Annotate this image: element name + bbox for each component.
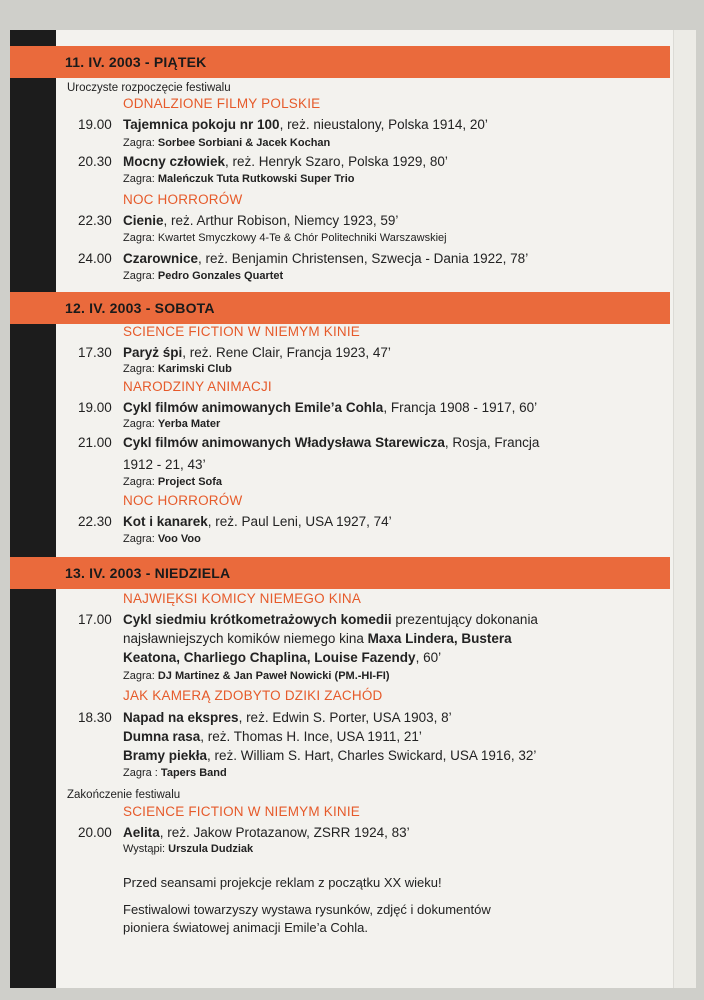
bullet-marker (56, 405, 68, 417)
musicians: Pedro Gonzales Quartet (157, 270, 284, 282)
music-line (123, 173, 354, 185)
musicians: Karimski Club (157, 363, 232, 375)
bullet-marker (56, 519, 68, 531)
film-title: Bramy piekła (123, 748, 208, 763)
film-title: Mocny człowiek (123, 154, 226, 169)
category-heading: NOC HORRORÓW (123, 493, 243, 508)
musicians: Maleńczuk Tuta Rutkowski Super Trio (157, 173, 355, 185)
black-spine (10, 30, 56, 988)
music-label: Zagra: (123, 363, 155, 375)
screening-time: 22.30 (78, 514, 112, 529)
bullet-marker (56, 159, 68, 171)
day-title: 12. IV. 2003 - SOBOTA (65, 300, 215, 316)
category-heading: ODNALZIONE FILMY POLSKIE (123, 96, 321, 111)
screening-line-3 (123, 650, 441, 665)
film-details: najsławniejszych komików niemego kina (123, 631, 368, 646)
film-title: Cykl filmów animowanych Emile’a Cohla (123, 400, 384, 415)
film-title: Paryż śpi (123, 345, 183, 360)
musicians: Voo Voo (157, 533, 201, 545)
music-line (123, 843, 253, 855)
music-line (123, 270, 283, 282)
music-label: Zagra: (123, 418, 155, 430)
film-title: Cykl filmów animowanych Władysława Starewicza (123, 435, 445, 450)
screening-line (123, 117, 488, 132)
screening-line (123, 748, 536, 763)
film-details: , reż. Jakow Protazanow, ZSRR 1924, 83’ (159, 825, 410, 840)
category-heading: JAK KAMERĄ ZDOBYTO DZIKI ZACHÓD (123, 688, 383, 703)
bullet-marker (56, 350, 68, 362)
screening-line (123, 154, 448, 169)
film-details: , reż. Henryk Szaro, Polska 1929, 80’ (225, 154, 448, 169)
screening-time: 19.00 (78, 400, 112, 415)
screening-time: 22.30 (78, 213, 112, 228)
film-title: Cykl siedmiu krótkometrażowych komedii (123, 612, 392, 627)
screening-time: 20.30 (78, 154, 112, 169)
ads-note: Przed seansami projekcje reklam z początku XX wieku! (123, 875, 442, 890)
screening-line (123, 345, 391, 360)
comedians: Maxa Lindera, Bustera (367, 631, 512, 646)
music-label: Zagra: (123, 270, 155, 282)
film-details: , reż. nieustalony, Polska 1914, 20’ (279, 117, 488, 132)
bullet-marker (56, 256, 68, 268)
film-details: , reż. Rene Clair, Francja 1923, 47’ (182, 345, 391, 360)
screening-line (123, 435, 539, 450)
day-header-saturday (10, 292, 670, 324)
screening-time: 17.30 (78, 345, 112, 360)
film-title: Dumna rasa (123, 729, 201, 744)
day-header-sunday (10, 557, 670, 589)
film-details: , Francja 1908 - 1917, 60’ (383, 400, 538, 415)
screening-time: 20.00 (78, 825, 112, 840)
category-heading: NARODZINY ANIMACJI (123, 379, 272, 394)
musicians: Sorbee Sorbiani & Jacek Kochan (157, 137, 331, 149)
screening-line (123, 825, 410, 840)
exhibition-note-2: pioniera światowej animacji Emile’a Cohla. (123, 920, 368, 935)
bullet-marker (56, 830, 68, 842)
music-label: Zagra : (123, 767, 158, 779)
film-title: Cienie (123, 213, 164, 228)
musicians: Urszula Dudziak (168, 843, 254, 855)
category-heading: NOC HORRORÓW (123, 192, 243, 207)
film-details: , Rosja, Francja (444, 435, 540, 450)
music-label: Zagra: (123, 670, 155, 682)
music-label: Wystąpi: (123, 843, 166, 855)
screening-line (123, 612, 538, 627)
film-details: , reż. Benjamin Christensen, Szwecja - Dania 1922, 78’ (198, 251, 529, 266)
closing-note: Zakończenie festiwalu (67, 789, 181, 801)
musicians: Tapers Band (160, 767, 227, 779)
screening-time: 17.00 (78, 612, 112, 627)
music-label: Zagra: (123, 533, 155, 545)
musicians: DJ Martinez & Jan Paweł Nowicki (PM.-HI-FI) (157, 670, 390, 682)
music-line (123, 670, 390, 682)
film-title: Tajemnica pokoju nr 100 (123, 117, 280, 132)
film-details: , reż. Thomas H. Ince, USA 1911, 21’ (200, 729, 422, 744)
day-header-friday (10, 46, 670, 78)
category-heading: SCIENCE FICTION W NIEMYM KINIE (123, 804, 361, 819)
music-line (123, 767, 227, 779)
film-details: , reż. Edwin S. Porter, USA 1903, 8’ (238, 710, 452, 725)
opening-note: Uroczyste rozpoczęcie festiwalu (67, 82, 231, 94)
film-details: prezentujący dokonania (391, 612, 538, 627)
film-title: Aelita (123, 825, 160, 840)
day-title: 11. IV. 2003 - PIĄTEK (65, 54, 207, 70)
film-details: , 60’ (415, 650, 442, 665)
category-heading: SCIENCE FICTION W NIEMYM KINIE (123, 324, 361, 339)
page-edge (673, 30, 696, 988)
music-line (123, 418, 220, 430)
program-page (10, 30, 696, 988)
music-line (123, 533, 201, 545)
film-details: , reż. Arthur Robison, Niemcy 1923, 59’ (163, 213, 399, 228)
film-title: Czarownice (123, 251, 199, 266)
category-heading: NAJWIĘKSI KOMICY NIEMEGO KINA (123, 591, 362, 606)
screening-time: 24.00 (78, 251, 112, 266)
musicians: Yerba Mater (157, 418, 221, 430)
screening-line (123, 514, 392, 529)
music-label: Zagra: (123, 137, 155, 149)
bullet-marker (56, 122, 68, 134)
bullet-marker (56, 440, 68, 452)
music-label: Zagra: (123, 173, 155, 185)
bullet-marker (56, 617, 68, 629)
screening-time: 19.00 (78, 117, 112, 132)
film-details: , reż. William S. Hart, Charles Swickard, USA 1916, 32’ (207, 748, 537, 763)
screening-time: 21.00 (78, 435, 112, 450)
day-title: 13. IV. 2003 - NIEDZIELA (65, 565, 231, 581)
screening-time: 18.30 (78, 710, 112, 725)
musicians: Project Sofa (157, 476, 223, 488)
screening-line (123, 213, 398, 228)
music-line (123, 137, 330, 149)
film-details-continued: 1912 - 21, 43’ (123, 457, 206, 472)
bullet-marker (56, 715, 68, 727)
screening-line (123, 251, 528, 266)
exhibition-note: Festiwalowi towarzyszy wystawa rysunków, zdjęć i dokumentów (123, 902, 491, 917)
music-line (123, 476, 222, 488)
music-line (123, 363, 232, 375)
screening-line-2 (123, 631, 512, 646)
bullet-marker (56, 218, 68, 230)
screening-line (123, 729, 422, 744)
screening-line (123, 400, 537, 415)
screening-line (123, 710, 452, 725)
comedians: Keatona, Charliego Chaplina, Louise Fazendy (123, 650, 416, 665)
film-details: , reż. Paul Leni, USA 1927, 74’ (207, 514, 392, 529)
film-title: Kot i kanarek (123, 514, 208, 529)
film-title: Napad na ekspres (123, 710, 239, 725)
music-line: Zagra: Kwartet Smyczkowy 4-Te & Chór Politechniki Warszawskiej (123, 232, 447, 244)
music-label: Zagra: (123, 476, 155, 488)
